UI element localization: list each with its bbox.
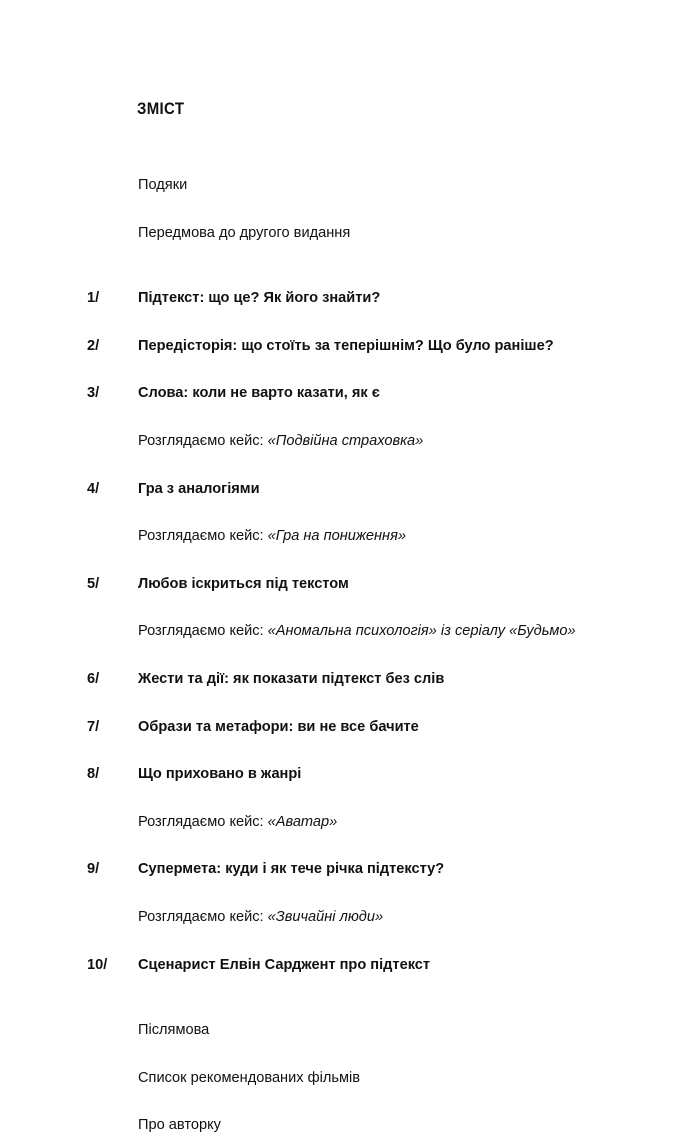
toc-entry-label: Образи та метафори: ви не все бачите (138, 718, 419, 735)
toc-entry-chapter-1[interactable] (87, 291, 647, 306)
toc-entry-label: Гра з аналогіями (138, 480, 260, 497)
toc-entry-label: Жести та дії: як показати підтекст без слів (138, 670, 445, 687)
toc-entry-case-label (138, 434, 647, 449)
case-name: «Подвійна страховка» (267, 432, 424, 449)
toc-entry-chapter-6[interactable] (87, 672, 647, 687)
toc-entry-chapter-2[interactable] (87, 339, 647, 354)
toc-entry-label: Передісторія: що стоїть за теперішнім? Що було раніше? (138, 337, 554, 354)
case-prefix: Розглядаємо кейс: (138, 528, 268, 545)
case-prefix: Розглядаємо кейс: (138, 813, 268, 830)
toc-entry-case-3 (87, 434, 647, 449)
toc-entry-label: Про авторку (138, 1117, 221, 1133)
toc-entry-chapter-9[interactable] (87, 862, 647, 877)
toc-entry-label: Подяки (138, 177, 188, 193)
toc-entry-case-5 (87, 624, 647, 639)
toc-entry-list (87, 178, 647, 1133)
toc-entry-case-label (138, 815, 647, 830)
toc-entry-label: Супермета: куди і як тече річка підтексту? (138, 861, 445, 878)
case-prefix: Розглядаємо кейс: (138, 908, 268, 925)
toc-entry-number: 5/ (87, 575, 100, 592)
toc-entry-label: Що приховано в жанрі (138, 766, 302, 783)
case-prefix: Розглядаємо кейс: (138, 623, 268, 640)
toc-entry-number: 9/ (87, 861, 100, 878)
toc-entry-label: Слова: коли не варто казати, як є (138, 385, 380, 402)
toc-entry-front-matter-0[interactable] (87, 178, 647, 193)
toc-entry-label: Любов іскриться під текстом (138, 575, 349, 592)
toc-entry-label: Сценарист Елвін Сарджент про підтекст (138, 956, 431, 973)
toc-entry-chapter-3[interactable] (87, 386, 647, 401)
case-name: «Аномальна психологія» із серіалу «Будьмо» (267, 623, 576, 640)
toc-entry-label: Підтекст: що це? Як його знайти? (138, 290, 381, 307)
toc-entry-case-label (138, 529, 647, 544)
page-title: ЗМІСТ (137, 99, 185, 118)
toc-entry-case-label (138, 910, 647, 925)
toc-entry-back-matter-1[interactable] (87, 1071, 647, 1086)
toc-entry-label: Передмова до другого видання (138, 224, 351, 241)
toc-entry-number: 2/ (87, 337, 100, 354)
toc-entry-number: 8/ (87, 766, 100, 783)
toc-entry-label: Список рекомендованих фільмів (138, 1069, 361, 1086)
toc-entry-number: 7/ (87, 718, 100, 735)
toc-entry-case-label (138, 624, 647, 639)
toc-entry-chapter-7[interactable] (87, 720, 647, 735)
toc-entry-case-8 (87, 815, 647, 830)
toc-entry-number: 10/ (87, 956, 108, 973)
toc-entry-chapter-5[interactable] (87, 577, 647, 592)
case-name: «Аватар» (267, 813, 338, 830)
toc-entry-chapter-4[interactable] (87, 482, 647, 497)
toc-entry-label: Післямова (138, 1022, 210, 1039)
case-name: «Звичайні люди» (267, 908, 384, 925)
toc-entry-number: 4/ (87, 480, 100, 497)
toc-entry-case-9 (87, 910, 647, 925)
toc-entry-number: 1/ (87, 290, 100, 307)
toc-entry-case-4 (87, 529, 647, 544)
case-prefix: Розглядаємо кейс: (138, 432, 268, 449)
toc-entry-back-matter-2[interactable] (87, 1118, 647, 1133)
case-name: «Гра на пониження» (267, 528, 406, 545)
toc-entry-number: 6/ (87, 670, 100, 687)
toc-entry-number: 3/ (87, 385, 100, 402)
toc-entry-chapter-8[interactable] (87, 767, 647, 782)
toc-entry-back-matter-0[interactable] (87, 1023, 647, 1038)
toc-entry-front-matter-1[interactable] (87, 226, 647, 241)
toc-entry-chapter-10[interactable] (87, 958, 647, 973)
